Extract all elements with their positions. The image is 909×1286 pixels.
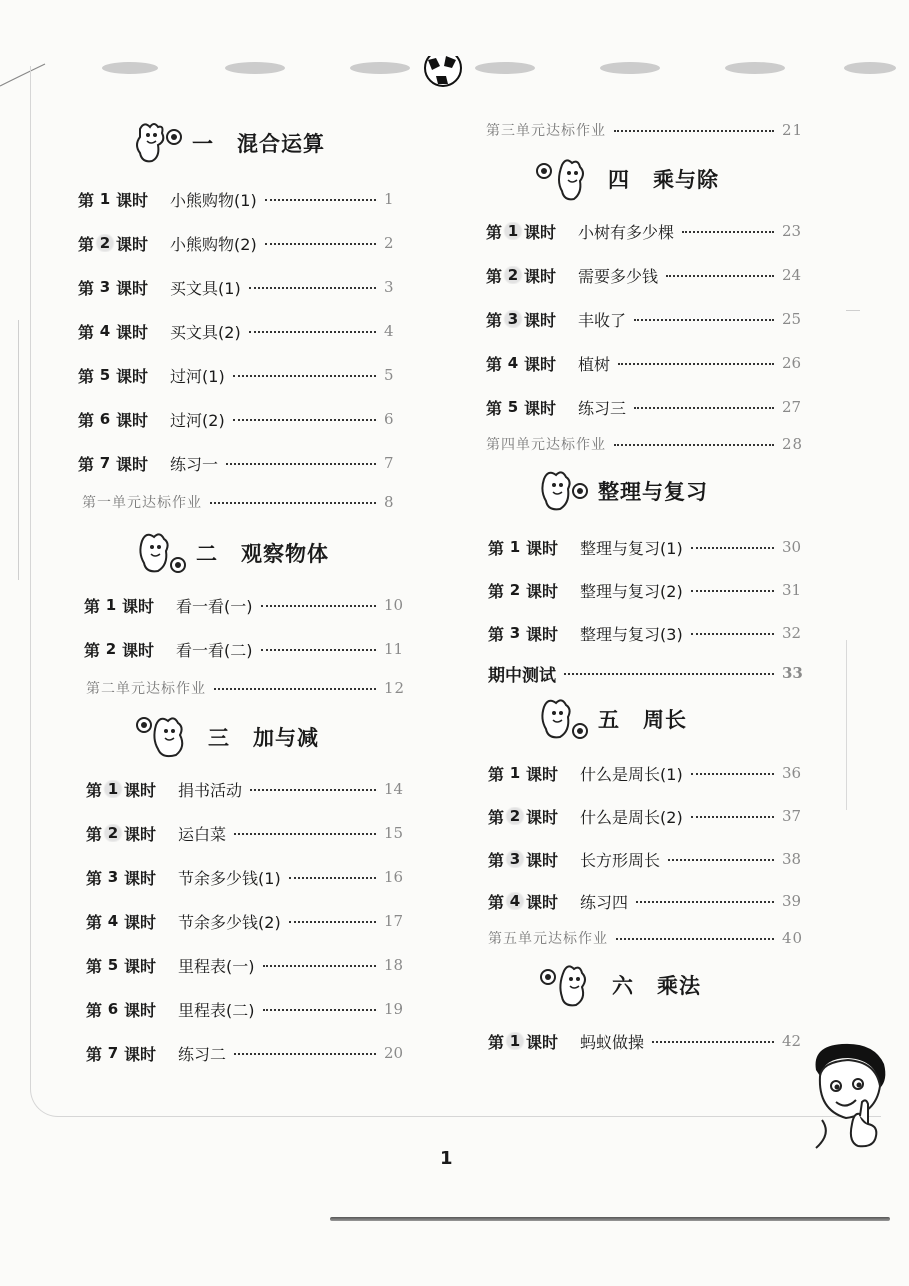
lesson-title: 里程表(一): [178, 956, 255, 976]
lesson-suffix: 课时: [526, 538, 559, 558]
lesson-title: 小熊购物(1): [170, 190, 257, 210]
toc-entry[interactable]: [78, 406, 408, 432]
lesson-number: 7: [99, 454, 111, 472]
toc-entry[interactable]: [86, 820, 408, 846]
lesson-title: 整理与复习(3): [580, 624, 683, 644]
lesson-number: 4: [507, 354, 519, 372]
lesson-title: 过河(1): [170, 366, 225, 386]
lesson-title: 整理与复习(1): [580, 538, 683, 558]
lesson-suffix: 课时: [116, 454, 149, 474]
unit-title: 周长: [643, 708, 687, 732]
lesson-suffix: 课时: [116, 190, 149, 210]
boy-thumbs-up-illustration: [802, 1040, 892, 1150]
lesson-suffix: 课时: [116, 322, 149, 342]
page-ref: 26: [782, 354, 802, 372]
page-ref: 1: [384, 190, 394, 208]
leader-dots: [668, 859, 774, 861]
lesson-suffix: 课时: [526, 624, 559, 644]
leader-dots: [634, 407, 774, 409]
unit-title: 整理与复习: [598, 480, 708, 504]
review-label: 第二单元达标作业: [86, 681, 206, 697]
leader-dots: [233, 419, 376, 421]
lesson-title: 练习二: [178, 1044, 227, 1064]
entry-prefix: 第: [86, 912, 103, 932]
leader-dots: [226, 463, 376, 465]
lesson-number: 1: [99, 190, 111, 208]
lesson-title: 节余多少钱(2): [178, 912, 281, 932]
leader-dots: [234, 1053, 376, 1055]
page-ref: 18: [384, 956, 404, 974]
toc-entry[interactable]: [86, 908, 408, 934]
lesson-title: 练习四: [580, 892, 629, 912]
unit-number: 一: [192, 132, 213, 156]
lesson-suffix: 课时: [124, 912, 157, 932]
leader-dots: [614, 130, 774, 132]
unit-heading[interactable]: [540, 960, 701, 1010]
lesson-number: 2: [504, 807, 526, 825]
lesson-suffix: 课时: [122, 640, 155, 660]
leader-dots: [289, 921, 376, 923]
page-ref: 7: [384, 454, 394, 472]
leader-dots: [691, 547, 774, 549]
lesson-number: 1: [105, 596, 117, 614]
page-ref: 38: [782, 850, 802, 868]
midterm-test-entry[interactable]: [488, 660, 806, 686]
leader-dots: [691, 816, 774, 818]
unit-number: 四: [608, 168, 629, 192]
leader-dots: [289, 877, 376, 879]
entry-prefix: 第: [488, 807, 505, 827]
entry-prefix: 第: [488, 850, 505, 870]
lesson-number: 1: [504, 1032, 526, 1050]
entry-prefix: 第: [488, 764, 505, 784]
lesson-number: 2: [102, 824, 124, 842]
page-ref: 33: [782, 664, 803, 682]
toc-entry[interactable]: [486, 394, 806, 420]
special-label: 期中测试: [488, 665, 556, 686]
entry-prefix: 第: [486, 398, 503, 418]
lesson-title: 植树: [578, 354, 611, 374]
dinosaur-mascot-icon: [536, 467, 588, 515]
page-ref: 40: [782, 929, 804, 947]
lesson-title: 运白菜: [178, 824, 227, 844]
toc-entry[interactable]: [86, 864, 408, 890]
lesson-suffix: 课时: [116, 366, 149, 386]
entry-prefix: 第: [86, 824, 103, 844]
toc-entry[interactable]: [488, 534, 806, 560]
unit-review-entry[interactable]: [86, 676, 408, 700]
leader-dots: [614, 444, 774, 446]
lesson-title: 练习三: [578, 398, 627, 418]
dinosaur-mascot-icon: [136, 713, 198, 761]
page-ref: 25: [782, 310, 802, 328]
page-ref: 15: [384, 824, 404, 842]
lesson-number: 5: [99, 366, 111, 384]
lesson-title: 练习一: [170, 454, 219, 474]
lesson-suffix: 课时: [526, 850, 559, 870]
lesson-number: 2: [94, 234, 116, 252]
lesson-title: 小熊购物(2): [170, 234, 257, 254]
unit-number: 五: [598, 708, 619, 732]
margin-mark: [18, 320, 33, 580]
leader-dots: [634, 319, 774, 321]
toc-entry[interactable]: [488, 1028, 806, 1054]
lesson-number: 3: [502, 310, 524, 328]
unit-heading[interactable]: [134, 528, 329, 578]
toc-entry[interactable]: [78, 318, 408, 344]
toc-entry[interactable]: [488, 760, 806, 786]
entry-prefix: 第: [86, 780, 103, 800]
leader-dots: [682, 231, 774, 233]
lesson-number: 5: [107, 956, 119, 974]
entry-prefix: 第: [78, 322, 95, 342]
page-ref: 42: [782, 1032, 802, 1050]
leader-dots: [261, 605, 376, 607]
toc-entry[interactable]: [84, 592, 408, 618]
leader-dots: [210, 502, 376, 504]
unit-title: 观察物体: [241, 542, 329, 566]
lesson-number: 2: [105, 640, 117, 658]
unit-title: 混合运算: [237, 132, 325, 156]
entry-prefix: 第: [84, 596, 101, 616]
lesson-number: 3: [504, 850, 526, 868]
toc-entry[interactable]: [86, 996, 408, 1022]
leader-dots: [234, 833, 376, 835]
unit-number: 六: [612, 974, 633, 998]
entry-prefix: 第: [86, 1044, 103, 1064]
margin-mark: [846, 640, 847, 810]
unit-number: 三: [208, 726, 229, 750]
toc-entry[interactable]: [486, 218, 806, 244]
lesson-suffix: 课时: [524, 310, 557, 330]
review-label: 第一单元达标作业: [82, 495, 202, 511]
leader-dots: [265, 243, 376, 245]
lesson-number: 3: [99, 278, 111, 296]
lesson-suffix: 课时: [124, 956, 157, 976]
leader-dots: [265, 199, 376, 201]
leader-dots: [691, 590, 774, 592]
page-ref: 36: [782, 764, 802, 782]
unit-title: 乘与除: [653, 168, 719, 192]
lesson-suffix: 课时: [124, 780, 157, 800]
entry-prefix: 第: [78, 366, 95, 386]
lesson-title: 丰收了: [578, 310, 627, 330]
margin-mark: [846, 310, 860, 315]
toc-entry[interactable]: [86, 952, 408, 978]
lesson-title: 整理与复习(2): [580, 581, 683, 601]
unit-review-entry[interactable]: [82, 490, 408, 514]
lesson-number: 6: [99, 410, 111, 428]
lesson-title: 蚂蚁做操: [580, 1032, 645, 1052]
page-ref: 19: [384, 1000, 404, 1018]
lesson-title: 什么是周长(2): [580, 807, 683, 827]
page-ref: 20: [384, 1044, 404, 1062]
page-ref: 3: [384, 278, 394, 296]
entry-prefix: 第: [488, 892, 505, 912]
toc-entry[interactable]: [486, 262, 806, 288]
toc-entry[interactable]: [78, 450, 408, 476]
toc-entry[interactable]: [486, 306, 806, 332]
unit-review-entry[interactable]: [486, 118, 806, 142]
lesson-number: 1: [502, 222, 524, 240]
entry-prefix: 第: [488, 581, 505, 601]
toc-entry[interactable]: [488, 620, 806, 646]
lesson-title: 里程表(二): [178, 1000, 255, 1020]
page-ref: 21: [782, 121, 804, 139]
leader-dots: [263, 1009, 376, 1011]
unit-heading[interactable]: [136, 712, 319, 762]
unit-heading[interactable]: [536, 466, 708, 516]
leader-dots: [636, 901, 774, 903]
entry-prefix: 第: [488, 1032, 505, 1052]
lesson-number: 5: [507, 398, 519, 416]
page-ref: 10: [384, 596, 404, 614]
page-ref: 32: [782, 624, 802, 642]
lesson-number: 7: [107, 1044, 119, 1062]
toc-entry[interactable]: [78, 362, 408, 388]
entry-prefix: 第: [86, 956, 103, 976]
toc-entry[interactable]: [486, 350, 806, 376]
leader-dots: [249, 331, 376, 333]
page-ref: 23: [782, 222, 802, 240]
page-ref: 12: [384, 679, 406, 697]
leader-dots: [652, 1041, 774, 1043]
entry-prefix: 第: [78, 278, 95, 298]
page-ref: 16: [384, 868, 404, 886]
bottom-rule: [330, 1217, 890, 1221]
lesson-number: 1: [102, 780, 124, 798]
entry-prefix: 第: [486, 354, 503, 374]
lesson-suffix: 课时: [526, 807, 559, 827]
lesson-suffix: 课时: [124, 1000, 157, 1020]
toc-entry[interactable]: [78, 230, 408, 256]
entry-prefix: 第: [78, 234, 95, 254]
lesson-number: 3: [509, 624, 521, 642]
page-ref: 6: [384, 410, 394, 428]
page-ref: 28: [782, 435, 804, 453]
toc-entry[interactable]: [488, 846, 806, 872]
page-ref: 30: [782, 538, 802, 556]
lesson-number: 4: [107, 912, 119, 930]
lesson-number: 4: [504, 892, 526, 910]
toc-entry[interactable]: [86, 1040, 408, 1066]
lesson-suffix: 课时: [124, 824, 157, 844]
toc-entry[interactable]: [78, 186, 408, 212]
lesson-number: 1: [509, 764, 521, 782]
toc-entry[interactable]: [78, 274, 408, 300]
dinosaur-mascot-icon: [536, 695, 588, 743]
lesson-title: 节余多少钱(1): [178, 868, 281, 888]
unit-number: 二: [196, 542, 217, 566]
lesson-title: 买文具(1): [170, 278, 241, 298]
entry-prefix: 第: [486, 310, 503, 330]
lesson-suffix: 课时: [524, 354, 557, 374]
lesson-suffix: 课时: [524, 222, 557, 242]
lesson-title: 什么是周长(1): [580, 764, 683, 784]
dinosaur-mascot-icon: [540, 961, 602, 1009]
page-ref: 5: [384, 366, 394, 384]
lesson-number: 2: [502, 266, 524, 284]
unit-title: 加与减: [253, 726, 319, 750]
entry-prefix: 第: [84, 640, 101, 660]
leader-dots: [618, 363, 774, 365]
lesson-suffix: 课时: [116, 234, 149, 254]
lesson-number: 2: [509, 581, 521, 599]
review-label: 第三单元达标作业: [486, 123, 606, 139]
entry-prefix: 第: [78, 410, 95, 430]
lesson-suffix: 课时: [116, 278, 149, 298]
page-ref: 39: [782, 892, 802, 910]
page-ref: 37: [782, 807, 802, 825]
unit-heading[interactable]: [536, 154, 719, 204]
lesson-suffix: 课时: [124, 868, 157, 888]
entry-prefix: 第: [488, 538, 505, 558]
page-ref: 17: [384, 912, 404, 930]
lesson-suffix: 课时: [526, 581, 559, 601]
lesson-suffix: 课时: [526, 764, 559, 784]
toc-entry[interactable]: [488, 577, 806, 603]
unit-review-entry[interactable]: [486, 432, 806, 456]
page-ref: 27: [782, 398, 802, 416]
leader-dots: [263, 965, 376, 967]
entry-prefix: 第: [486, 222, 503, 242]
leader-dots: [250, 789, 376, 791]
entry-prefix: 第: [488, 624, 505, 644]
lesson-suffix: 课时: [524, 398, 557, 418]
page-ref: 4: [384, 322, 394, 340]
lesson-number: 1: [509, 538, 521, 556]
lesson-suffix: 课时: [526, 892, 559, 912]
lesson-title: 捐书活动: [178, 780, 243, 800]
entry-prefix: 第: [78, 454, 95, 474]
entry-prefix: 第: [86, 1000, 103, 1020]
leader-dots: [261, 649, 376, 651]
unit-title: 乘法: [657, 974, 701, 998]
leader-dots: [691, 773, 774, 775]
unit-heading[interactable]: [536, 694, 687, 744]
lesson-title: 小树有多少棵: [578, 222, 675, 242]
toc-entry[interactable]: [488, 888, 806, 914]
lesson-title: 看一看(二): [176, 640, 253, 660]
unit-review-entry[interactable]: [488, 926, 806, 950]
lesson-suffix: 课时: [122, 596, 155, 616]
page-number: 1: [440, 1148, 453, 1169]
page-ref: 2: [384, 234, 394, 252]
page-ref: 11: [384, 640, 404, 658]
page-ref: 31: [782, 581, 802, 599]
dinosaur-mascot-icon: [536, 155, 598, 203]
lesson-suffix: 课时: [526, 1032, 559, 1052]
page-ref: 14: [384, 780, 404, 798]
leader-dots: [691, 633, 774, 635]
lesson-suffix: 课时: [524, 266, 557, 286]
entry-prefix: 第: [78, 190, 95, 210]
dinosaur-mascot-icon: [134, 529, 186, 577]
entry-prefix: 第: [486, 266, 503, 286]
toc-entry[interactable]: [488, 803, 806, 829]
page-ref: 8: [384, 493, 395, 511]
leader-dots: [564, 673, 774, 675]
lesson-number: 6: [107, 1000, 119, 1018]
review-label: 第五单元达标作业: [488, 931, 608, 947]
dinosaur-mascot-icon: [130, 119, 182, 167]
toc-entry[interactable]: [84, 636, 408, 662]
leader-dots: [214, 688, 376, 690]
unit-heading[interactable]: [130, 118, 325, 168]
leader-dots: [249, 287, 376, 289]
lesson-title: 需要多少钱: [578, 266, 659, 286]
leader-dots: [666, 275, 774, 277]
lesson-title: 长方形周长: [580, 850, 661, 870]
entry-prefix: 第: [86, 868, 103, 888]
lesson-number: 3: [107, 868, 119, 886]
lesson-suffix: 课时: [116, 410, 149, 430]
lesson-suffix: 课时: [124, 1044, 157, 1064]
lesson-title: 看一看(一): [176, 596, 253, 616]
lesson-number: 4: [99, 322, 111, 340]
toc-entry[interactable]: [86, 776, 408, 802]
page-ref: 24: [782, 266, 802, 284]
leader-dots: [616, 938, 774, 940]
review-label: 第四单元达标作业: [486, 437, 606, 453]
lesson-title: 买文具(2): [170, 322, 241, 342]
leader-dots: [233, 375, 376, 377]
lesson-title: 过河(2): [170, 410, 225, 430]
